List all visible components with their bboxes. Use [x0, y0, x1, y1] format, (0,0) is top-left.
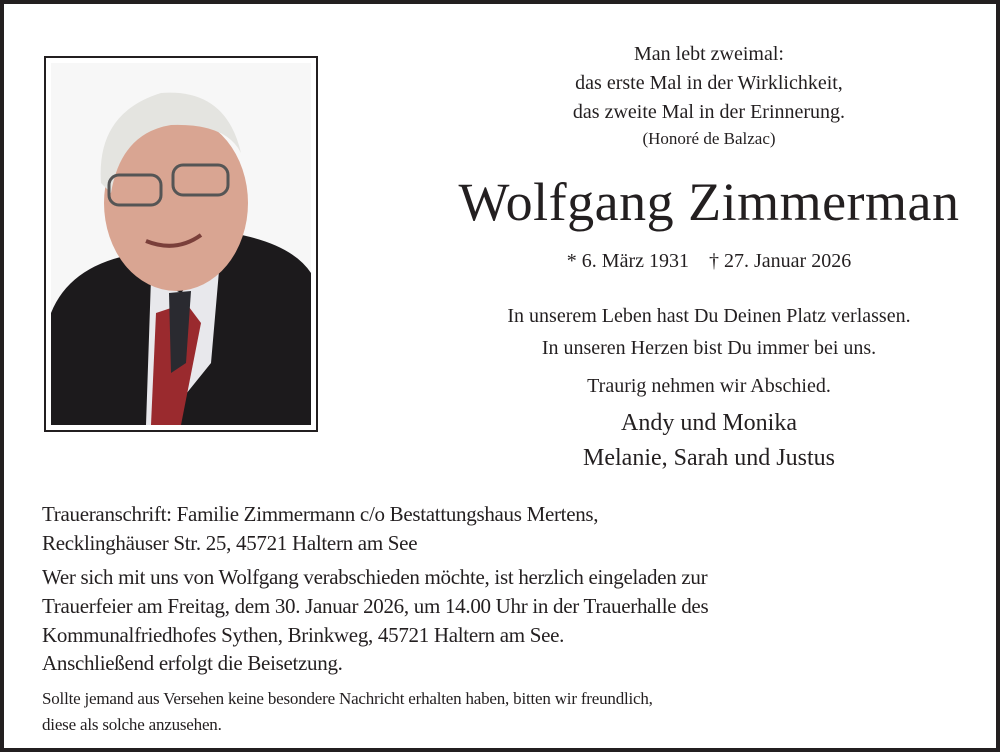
- obituary-notice: [4, 4, 996, 748]
- note-line: diese als solche anzusehen.: [42, 715, 222, 734]
- address-line: Recklinghäuser Str. 25, 45721 Haltern am See: [42, 531, 418, 555]
- ceremony-line: Trauerfeier am Freitag, dem 30. Januar 2026, um 14.00 Uhr in der Trauerhalle des: [42, 594, 709, 618]
- address-line: Traueranschrift: Familie Zimmermann c/o Bestattungshaus Mertens,: [42, 502, 599, 526]
- quote-line: Man lebt zweimal:: [634, 43, 784, 65]
- ceremony-line: Anschließend erfolgt die Beisetzung.: [42, 651, 343, 675]
- deceased-name: Wolfgang Zimmerman: [458, 172, 960, 232]
- quote-line: das zweite Mal in der Erinnerung.: [572, 101, 846, 123]
- quote-line: das erste Mal in der Wirklichkeit,: [575, 72, 843, 94]
- note-line: Sollte jemand aus Versehen keine besondere Nachricht erhalten haben, bitten wir freundlich,: [42, 689, 653, 708]
- family-line: Melanie, Sarah und Justus: [583, 445, 835, 471]
- death-date: † 27. Januar 2026: [709, 250, 852, 272]
- verse-line: In unseren Herzen bist Du immer bei uns.: [541, 337, 877, 359]
- quote-author: (Honoré de Balzac): [642, 129, 776, 148]
- farewell-text: Traurig nehmen wir Abschied.: [587, 375, 831, 397]
- birth-date: * 6. März 1931: [566, 250, 689, 272]
- ceremony-line: Wer sich mit uns von Wolfgang verabschieden möchte, ist herzlich eingeladen zur: [42, 565, 708, 589]
- family-line: Andy und Monika: [621, 410, 797, 436]
- portrait-photo: [51, 63, 311, 425]
- life-dates: [304, 250, 1000, 273]
- verse-line: In unserem Leben hast Du Deinen Platz verlassen.: [507, 305, 911, 327]
- portrait-frame: [44, 56, 318, 432]
- ceremony-line: Kommunalfriedhofes Sythen, Brinkweg, 45721 Haltern am See.: [42, 623, 565, 647]
